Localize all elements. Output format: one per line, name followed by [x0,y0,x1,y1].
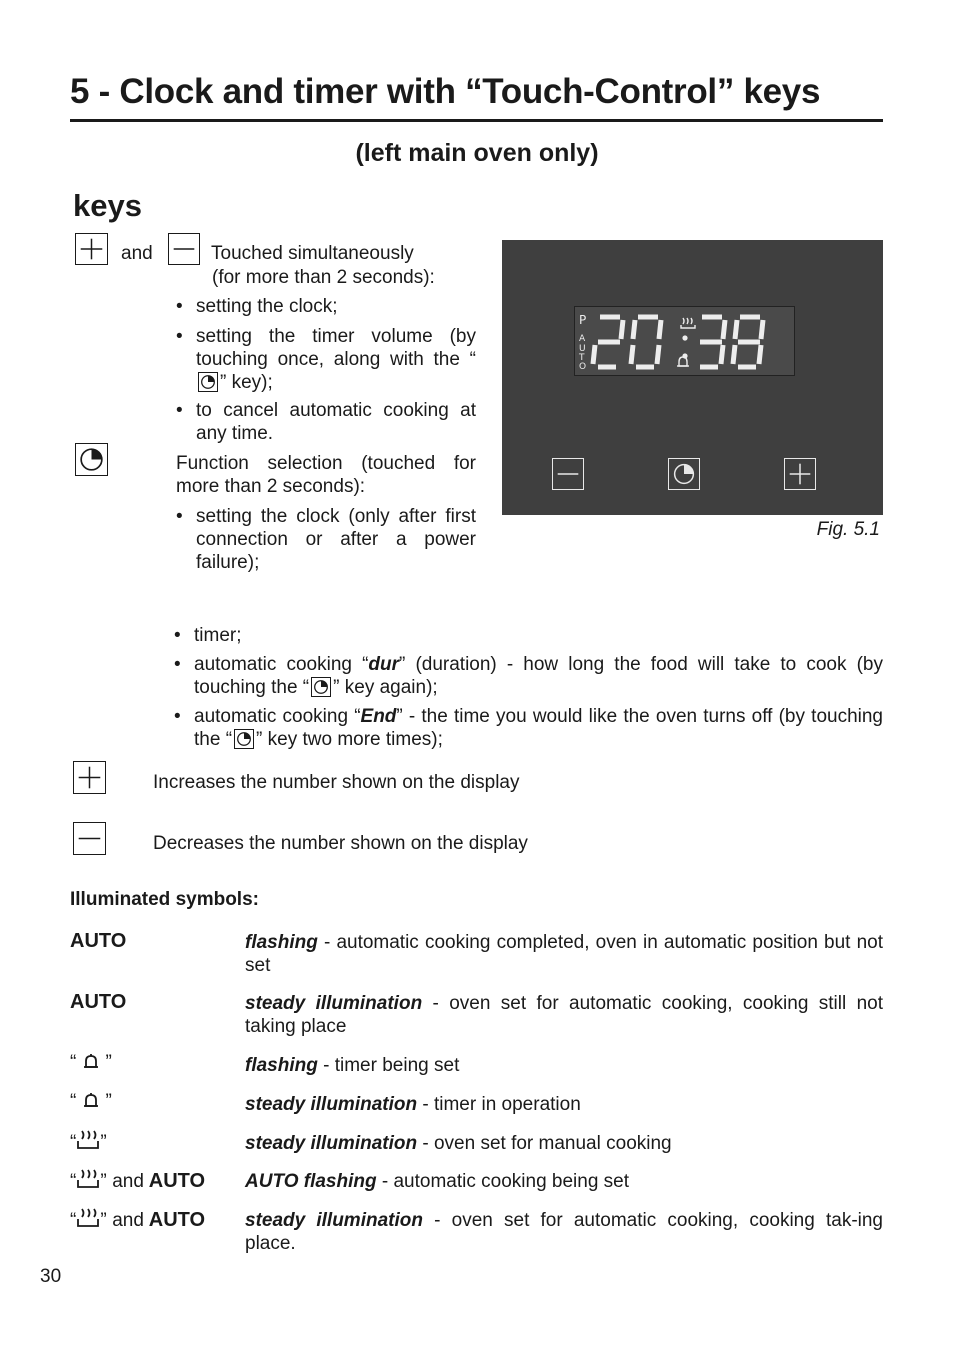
bell-icon [677,357,689,366]
digit-segment [631,345,633,364]
symbol-row-6: AUTO flashing - automatic cooking being set [245,1171,630,1192]
indicator-p: P [579,313,587,327]
digit-segment [593,345,595,364]
symbol-row-7: steady illumination - oven set for automatic cooking, cooking tak-ing place. [245,1210,884,1254]
bullet-timer-volume: • setting the timer volume (by touching once, along with the “ ” key); [176,326,476,393]
symbol-row-2: steady illumination - oven set for automatic cooking, cooking still not taking place [245,993,883,1037]
digit-segment [621,320,623,339]
svg-text:A: A [579,334,586,344]
symbol-auto-label: AUTO [70,991,127,1013]
panel-minus-key[interactable] [552,458,584,490]
page-title: 5 - Clock and timer with “Touch-Control” keys [70,72,821,111]
title-rule [70,119,883,122]
bell-icon [82,1053,100,1071]
and-text: and [121,243,153,264]
clock-key-icon [311,677,331,697]
oven-heat-icon [681,318,695,328]
page-subtitle: (left main oven only) [355,139,599,167]
symbol-bell-label: “ ” [70,1091,112,1112]
symbol-heat-auto-label: “ ” and AUTO [70,1170,206,1192]
digit-segment [733,345,735,364]
symbol-row-5: steady illumination - oven set for manual cooking [245,1133,672,1154]
minus-key-icon [168,233,200,265]
symbol-row-1: flashing - automatic cooking completed, oven in automatic position but not set [245,932,883,976]
symbol-auto-label: AUTO [70,930,127,952]
symbol-row-4: steady illumination - timer in operation [245,1094,581,1115]
clock-key-icon [198,372,218,392]
clock-display [574,306,795,376]
symbol-bell-label: “ ” [70,1052,112,1073]
clock-key-description: Function selection (touched for more than 2 seconds): [176,453,476,497]
symbol-heat-label: “ ” [70,1129,107,1154]
symbol-row-3: flashing - timer being set [245,1055,460,1076]
clock-key-icon [234,729,254,749]
digit-segment [735,320,737,339]
digit-segment [659,320,661,339]
minus-key-description: Decreases the number shown on the display [153,833,528,854]
oven-heat-icon [76,1129,100,1151]
panel-plus-key[interactable] [784,458,816,490]
svg-text:T: T [579,353,585,363]
svg-text:O: O [579,362,587,372]
bullet-auto-end: • automatic cooking “End” - the time you would like the oven turns off (by touching the “ ” key two more times); [174,706,883,750]
symbol-heat-auto-label: “ ” and AUTO [70,1209,206,1231]
keys-heading: keys [73,188,142,223]
clock-key-icon [75,443,108,476]
symbols-heading: Illuminated symbols: [70,889,259,910]
oven-heat-icon [76,1207,100,1229]
bullet-cancel-auto: • to cancel automatic cooking at any time. [176,400,476,444]
plus-key-icon [73,761,106,794]
display-digits [575,307,796,377]
digit-segment [657,345,659,364]
plus-key-description: Increases the number shown on the display [153,772,520,793]
bullet-clock-setting: • setting the clock (only after first connection or after a power failure); [176,506,476,573]
digit-segment [761,320,763,339]
indicator-auto [578,334,586,372]
digit-segment [721,345,723,364]
panel-clock-key[interactable] [668,458,700,490]
minus-key-icon [73,822,106,855]
svg-text:U: U [579,344,586,354]
digit-segment [633,320,635,339]
bullet-auto-dur: • automatic cooking “dur” (duration) - how long the food will take to cook (by touching the “ ” key again); [174,654,883,698]
plus-key-icon [75,233,108,265]
bell-icon [82,1092,100,1110]
page-number: 30 [40,1266,62,1287]
digit-segment [759,345,761,364]
oven-heat-icon [76,1168,100,1190]
simultaneous-line1: Touched simultaneously [211,243,414,264]
simultaneous-line2: (for more than 2 seconds): [212,267,435,288]
figure-caption: Fig. 5.1 [816,519,880,540]
digit-segment [723,320,725,339]
